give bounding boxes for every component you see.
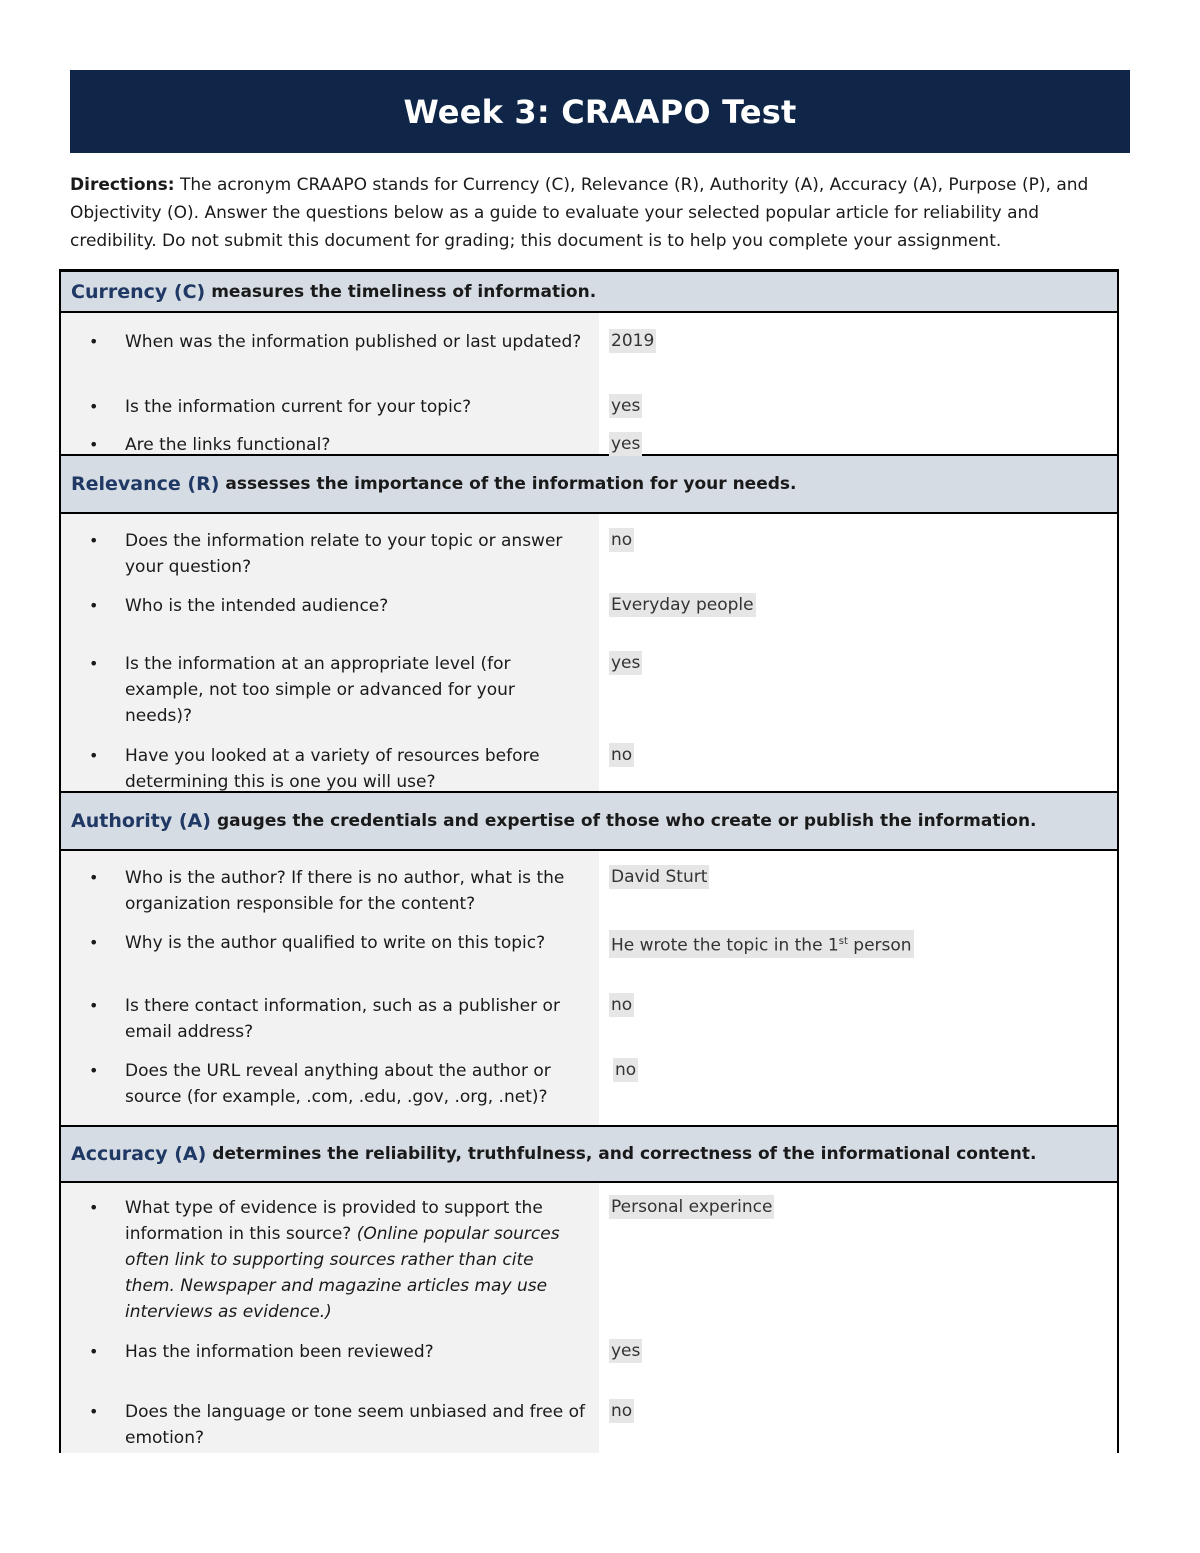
craapo-form — [59, 269, 1119, 1453]
bullet-icon: • — [89, 746, 99, 765]
question-row — [61, 1058, 599, 1114]
answer-field[interactable] — [609, 930, 914, 958]
section-description: measures the timeliness of information. — [211, 281, 597, 302]
section-body-relevance — [59, 512, 1119, 793]
questions-column — [61, 313, 599, 454]
question-row — [61, 1195, 599, 1339]
answer-field[interactable]: no — [615, 1060, 637, 1080]
bullet-icon: • — [89, 1061, 99, 1080]
section-description: gauges the credentials and expertise of those who create or publish the information. — [216, 811, 1037, 831]
section-header-currency — [59, 269, 1119, 311]
question-text: Are the links functional? — [125, 435, 331, 455]
directions-lead: Directions: — [70, 175, 175, 195]
answers-column — [599, 514, 1117, 791]
answer-field[interactable]: no — [611, 530, 633, 550]
questions-column — [61, 514, 599, 791]
answer-field[interactable]: yes — [611, 1341, 641, 1361]
bullet-icon: • — [89, 397, 99, 416]
question-row — [61, 394, 599, 432]
question-text — [125, 1195, 585, 1325]
answer-field[interactable]: no — [611, 745, 633, 765]
question-row — [61, 1339, 599, 1399]
section-description: assesses the importance of the information for your needs. — [225, 474, 797, 494]
bullet-icon: • — [89, 332, 99, 351]
question-row — [61, 329, 599, 394]
question-row — [61, 743, 599, 795]
question-text: Has the information been reviewed? — [125, 1342, 434, 1362]
section-description: determines the reliability, truthfulness, and correctness of the informational content. — [212, 1144, 1037, 1164]
question-row — [61, 593, 599, 651]
bullet-icon: • — [89, 933, 99, 952]
question-row — [61, 1399, 599, 1451]
bullet-icon: • — [89, 868, 99, 887]
directions-paragraph — [70, 171, 1130, 255]
answer-field[interactable]: David Sturt — [611, 867, 708, 887]
page-title-text: Week 3: CRAAPO Test — [403, 92, 797, 131]
questions-column — [61, 1183, 599, 1453]
question-text: Does the URL reveal anything about the author or source (for example, .com, .edu, .gov, .org, .net)? — [125, 1061, 551, 1107]
question-row — [61, 865, 599, 930]
answer-field[interactable]: Everyday people — [611, 595, 754, 615]
section-body-authority — [59, 849, 1119, 1127]
answer-field[interactable]: yes — [611, 434, 641, 454]
answer-field[interactable]: 2019 — [611, 331, 655, 351]
answer-field[interactable]: yes — [611, 396, 641, 416]
answers-column — [599, 851, 1117, 1125]
question-text: Is there contact information, such as a publisher or email address? — [125, 996, 560, 1042]
bullet-icon: • — [89, 1342, 99, 1361]
bullet-icon: • — [89, 1198, 99, 1217]
section-header-authority — [59, 793, 1119, 849]
ordinal-suffix: st — [838, 936, 848, 947]
question-text: Does the language or tone seem unbiased and free of emotion? — [125, 1402, 585, 1448]
answer-field[interactable]: no — [611, 995, 633, 1015]
bullet-icon: • — [89, 435, 99, 454]
question-row — [61, 528, 599, 593]
bullet-icon: • — [89, 531, 99, 550]
section-header-accuracy — [59, 1127, 1119, 1181]
question-text: Is the information at an appropriate level (for example, not too simple or advanced for your needs)? — [125, 654, 515, 726]
question-main: What type of evidence is provided to support the information in this source? — [125, 1198, 543, 1244]
bullet-icon: • — [89, 596, 99, 615]
question-note: (Online popular sources often link to supporting sources rather than cite them. Newspaper and magazine articles may use interviews as evidence.) — [125, 1224, 560, 1322]
question-row — [61, 993, 599, 1058]
answer-text: He wrote the topic in the 1 — [611, 935, 839, 956]
section-header-relevance — [59, 456, 1119, 512]
answer-text: person — [847, 935, 912, 956]
question-text: Have you looked at a variety of resources before determining this is one you will use? — [125, 746, 540, 792]
answer-field[interactable]: yes — [611, 653, 641, 673]
questions-column — [61, 851, 599, 1125]
section-body-currency — [59, 311, 1119, 456]
page-title — [70, 70, 1130, 153]
question-text: Who is the intended audience? — [125, 596, 389, 616]
question-text: Who is the author? If there is no author, what is the organization responsible for the content? — [125, 868, 565, 914]
bullet-icon: • — [89, 996, 99, 1015]
answer-field[interactable]: Personal experince — [611, 1197, 773, 1217]
question-text: When was the information published or last updated? — [125, 332, 582, 352]
bullet-icon: • — [89, 654, 99, 673]
bullet-icon: • — [89, 1402, 99, 1421]
section-name: Accuracy (A) — [71, 1143, 207, 1165]
question-row — [61, 651, 599, 743]
answers-column — [599, 313, 1117, 454]
question-row — [61, 432, 599, 458]
question-row — [61, 930, 599, 993]
section-body-accuracy — [59, 1181, 1119, 1453]
answers-column — [599, 1183, 1117, 1453]
section-name: Authority (A) — [71, 810, 211, 832]
answer-field[interactable]: no — [611, 1401, 633, 1421]
section-name: Relevance (R) — [71, 473, 220, 495]
section-name: Currency (C) — [71, 280, 206, 303]
question-text: Does the information relate to your topic or answer your question? — [125, 531, 563, 577]
question-text: Why is the author qualified to write on this topic? — [125, 933, 546, 953]
directions-text: The acronym CRAAPO stands for Currency (C), Relevance (R), Authority (A), Accuracy (A), Purpose (P), and Objectivity (O). Answer the questions below as a guide to evaluate your selected popular article for reliability and credibility. Do not submit this document for grading; this document is to help you complete your assignment. — [70, 175, 1089, 251]
question-text: Is the information current for your topic? — [125, 397, 472, 417]
